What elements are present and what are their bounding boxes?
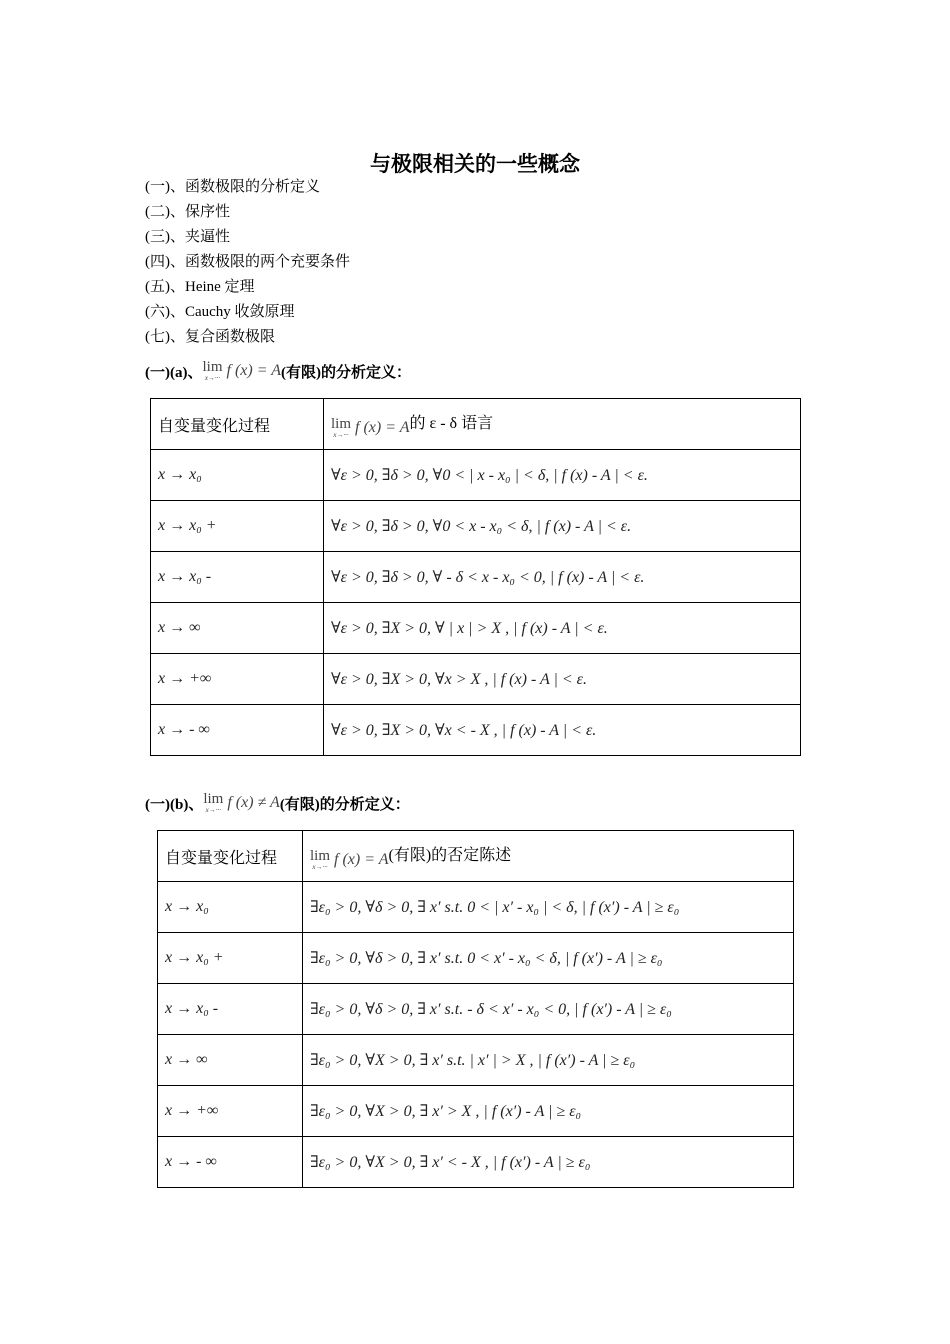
table-row: [158, 1035, 794, 1086]
lim-subscript: x→···: [333, 430, 349, 439]
toc-item: (一)、函数极限的分析定义: [145, 179, 320, 195]
lim-word: lim: [310, 847, 331, 864]
page-title: 与极限相关的一些概念: [370, 152, 580, 176]
condition-cell: ∀ε > 0, ∃X > 0, ∀x > X , | f (x) - A | < ε.: [324, 654, 801, 705]
lim-expression: f (x) = A: [334, 850, 389, 868]
lim-expression: f (x) ≠ A: [227, 794, 280, 811]
section-a-heading: [145, 360, 411, 382]
condition-cell: ∃ε₀ > 0, ∀X > 0, ∃ x′ < - X , | f (x′) - A | ≥ ε₀: [303, 1137, 794, 1188]
process-cell: x → +∞: [158, 1086, 303, 1137]
condition-cell: ∀ε > 0, ∃δ > 0, ∀ - δ < x - x₀ < 0, | f (x) - A | < ε.: [324, 552, 801, 603]
toc-item: (三)、夹逼性: [145, 229, 230, 245]
lim-word: lim: [203, 791, 224, 807]
process-cell: x → x₀: [151, 450, 324, 501]
limit-expression: [331, 417, 410, 439]
toc-item: (五)、Heine 定理: [145, 279, 255, 295]
process-cell: x → x₀ -: [158, 984, 303, 1035]
condition-cell: ∃ε₀ > 0, ∀δ > 0, ∃ x′ s.t. 0 < x′ - x₀ < δ, | f (x′) - A | ≥ ε₀: [303, 933, 794, 984]
header-process: 自变量变化过程: [151, 399, 324, 450]
process-cell: x → x₀: [158, 882, 303, 933]
limit-expression: [202, 360, 281, 382]
table-row: [151, 450, 801, 501]
lim-word: lim: [331, 415, 352, 432]
table-row: [158, 1086, 794, 1137]
lim-subscript: x→···: [204, 374, 221, 382]
lim-expression: f (x) = A: [355, 418, 410, 436]
process-cell: x → ∞: [158, 1035, 303, 1086]
lim-subscript: x→···: [312, 862, 328, 871]
lim-subscript: x→···: [205, 806, 222, 814]
process-cell: x → +∞: [151, 654, 324, 705]
section-b-heading: [145, 792, 410, 814]
process-cell: x → ∞: [151, 603, 324, 654]
lim-expression: f (x) = A: [226, 362, 281, 379]
table-header-row: [158, 831, 794, 882]
table-row: [151, 603, 801, 654]
condition-cell: ∃ε₀ > 0, ∀X > 0, ∃ x′ s.t. | x′ | > X , | f (x′) - A | ≥ ε₀: [303, 1035, 794, 1086]
header-suffix: (有限)的否定陈述: [388, 846, 512, 864]
table-header-row: [151, 399, 801, 450]
header-process: 自变量变化过程: [158, 831, 303, 882]
table-row: [151, 552, 801, 603]
condition-cell: ∀ε > 0, ∃δ > 0, ∀0 < x - x₀ < δ, | f (x) - A | < ε.: [324, 501, 801, 552]
process-cell: x → x₀ +: [158, 933, 303, 984]
lim-word: lim: [202, 359, 223, 375]
condition-cell: ∃ε₀ > 0, ∀X > 0, ∃ x′ > X , | f (x′) - A | ≥ ε₀: [303, 1086, 794, 1137]
table-row: [151, 501, 801, 552]
condition-cell: ∀ε > 0, ∃δ > 0, ∀0 < | x - x₀ | < δ, | f (x) - A | < ε.: [324, 450, 801, 501]
toc-item: (二)、保序性: [145, 204, 230, 220]
header-definition: [324, 399, 801, 450]
process-cell: x → x₀ -: [151, 552, 324, 603]
header-negation: [303, 831, 794, 882]
condition-cell: ∀ε > 0, ∃X > 0, ∀ | x | > X , | f (x) - A | < ε.: [324, 603, 801, 654]
condition-cell: ∃ε₀ > 0, ∀δ > 0, ∃ x′ s.t. - δ < x′ - x₀ < 0, | f (x′) - A | ≥ ε₀: [303, 984, 794, 1035]
table-row: [158, 1137, 794, 1188]
definition-table: [150, 398, 801, 756]
table-row: [151, 705, 801, 756]
table-row: [158, 933, 794, 984]
table-row: [158, 984, 794, 1035]
process-cell: x → x₀ +: [151, 501, 324, 552]
table-of-contents: [145, 176, 350, 351]
table-row: [158, 882, 794, 933]
limit-expression: [203, 792, 279, 814]
limit-expression: [310, 849, 389, 871]
toc-item: (六)、Cauchy 收敛原理: [145, 304, 295, 320]
toc-item: (七)、复合函数极限: [145, 329, 275, 345]
condition-cell: ∃ε₀ > 0, ∀δ > 0, ∃ x′ s.t. 0 < | x′ - x₀ | < δ, | f (x′) - A | ≥ ε₀: [303, 882, 794, 933]
section-a-suffix: (有限)的分析定义：: [280, 364, 411, 381]
section-b-prefix: (一)(b)、: [145, 796, 204, 813]
header-suffix: 的 ε - δ 语言: [409, 414, 494, 432]
section-a-prefix: (一)(a)、: [145, 364, 203, 381]
condition-cell: ∀ε > 0, ∃X > 0, ∀x < - X , | f (x) - A | < ε.: [324, 705, 801, 756]
toc-item: (四)、函数极限的两个充要条件: [145, 254, 350, 270]
negation-table: [157, 830, 794, 1188]
process-cell: x → - ∞: [158, 1137, 303, 1188]
process-cell: x → - ∞: [151, 705, 324, 756]
section-b-suffix: (有限)的分析定义：: [279, 796, 410, 813]
table-row: [151, 654, 801, 705]
